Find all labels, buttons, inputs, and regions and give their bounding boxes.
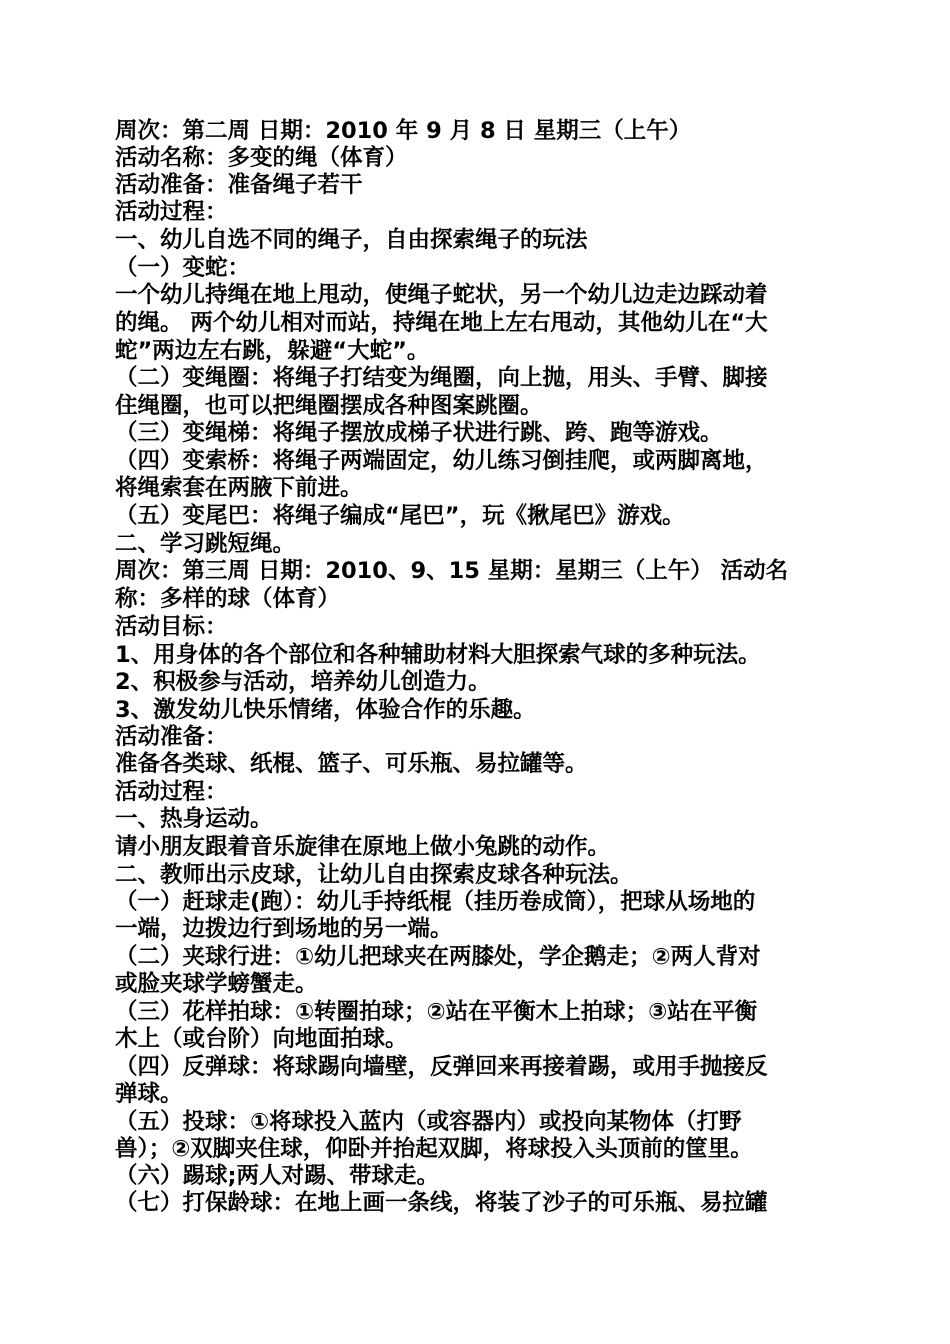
- text-line: 的绳。 两个幼儿相对而站，持绳在地上左右甩动，其他幼儿在“大: [115, 310, 768, 336]
- text-line: （二）变绳圈：将绳子打结变为绳圈，向上抛，用头、手臂、脚接: [115, 365, 768, 391]
- text-line: 3、激发幼儿快乐情绪，体验合作的乐趣。: [115, 697, 536, 723]
- text-line: 或脸夹球学螃蟹走。: [115, 971, 318, 997]
- text-line: 活动名称：多变的绳（体育）: [115, 145, 408, 171]
- text-line: （四）变索桥：将绳子两端固定，幼儿练习倒挂爬，或两脚离地，: [115, 448, 768, 474]
- text-line: 一个幼儿持绳在地上甩动，使绳子蛇状，另一个幼儿边走边踩动着: [115, 282, 768, 308]
- text-line: 弹球。: [115, 1081, 183, 1107]
- text-line: 活动准备：: [115, 724, 228, 750]
- text-line: （三）花样拍球：①转圈拍球；②站在平衡木上拍球；③站在平衡: [115, 999, 758, 1025]
- text-line: 2、积极参与活动，培养幼儿创造力。: [115, 669, 491, 695]
- text-line: 活动准备：准备绳子若干: [115, 172, 363, 198]
- text-line: 将绳索套在两腋下前进。: [115, 475, 363, 501]
- text-line: 一、幼儿自选不同的绳子，自由探索绳子的玩法: [115, 227, 588, 253]
- text-line: （二）夹球行进：①幼儿把球夹在两膝处，学企鹅走；②两人背对: [115, 944, 761, 970]
- text-line: （一）赶球走(跑）：幼儿手持纸棍（挂历卷成筒），把球从场地的: [115, 889, 756, 915]
- text-line: （四）反弹球：将球踢向墙壁，反弹回来再接着踢，或用手抛接反: [115, 1054, 768, 1080]
- text-line: （三）变绳梯：将绳子摆放成梯子状进行跳、跨、跑等游戏。: [115, 420, 723, 446]
- text-line: （五）投球：①将球投入蓝内（或容器内）或投向某物体（打野: [115, 1109, 742, 1135]
- text-line: 一端，边拨边行到场地的另一端。: [115, 916, 453, 942]
- text-line: （六）踢球;两人对踢、带球走。: [115, 1163, 439, 1189]
- text-line: 住绳圈，也可以把绳圈摆成各种图案跳圈。: [115, 393, 543, 419]
- text-line: 称：多样的球（体育）: [115, 586, 341, 612]
- text-line: 木上（或台阶）向地面拍球。: [115, 1026, 408, 1052]
- text-line: （七）打保龄球：在地上画一条线，将装了沙子的可乐瓶、易拉罐: [115, 1190, 768, 1216]
- text-line: 周次：第三周 日期：2010、9、15 星期：星期三（上午） 活动名: [115, 558, 789, 584]
- text-line: 准备各类球、纸棍、篮子、可乐瓶、易拉罐等。: [115, 751, 588, 777]
- text-line: 蛇”两边左右跳，躲避“大蛇”。: [115, 338, 430, 364]
- text-line: 一、热身运动。: [115, 806, 273, 832]
- text-line: 二、学习跳短绳。: [115, 531, 296, 557]
- text-line: 周次：第二周 日期：2010 年 9 月 8 日 星期三（上午）: [115, 118, 692, 144]
- text-line: 活动过程：: [115, 779, 228, 805]
- text-line: 活动目标：: [115, 614, 228, 640]
- text-line: 1、用身体的各个部位和各种辅助材料大胆探索气球的多种玩法。: [115, 642, 761, 668]
- text-line: 二、教师出示皮球，让幼儿自由探索皮球各种玩法。: [115, 862, 633, 888]
- text-line: 兽）；②双脚夹住球，仰卧并抬起双脚，将球投入头顶前的筐里。: [115, 1136, 753, 1162]
- text-line: （五）变尾巴：将绳子编成“尾巴”，玩《揪尾巴》游戏。: [115, 503, 685, 529]
- text-line: （一）变蛇：: [115, 255, 251, 281]
- text-line: 请小朋友跟着音乐旋律在原地上做小兔跳的动作。: [115, 834, 611, 860]
- text-line: 活动过程：: [115, 199, 228, 225]
